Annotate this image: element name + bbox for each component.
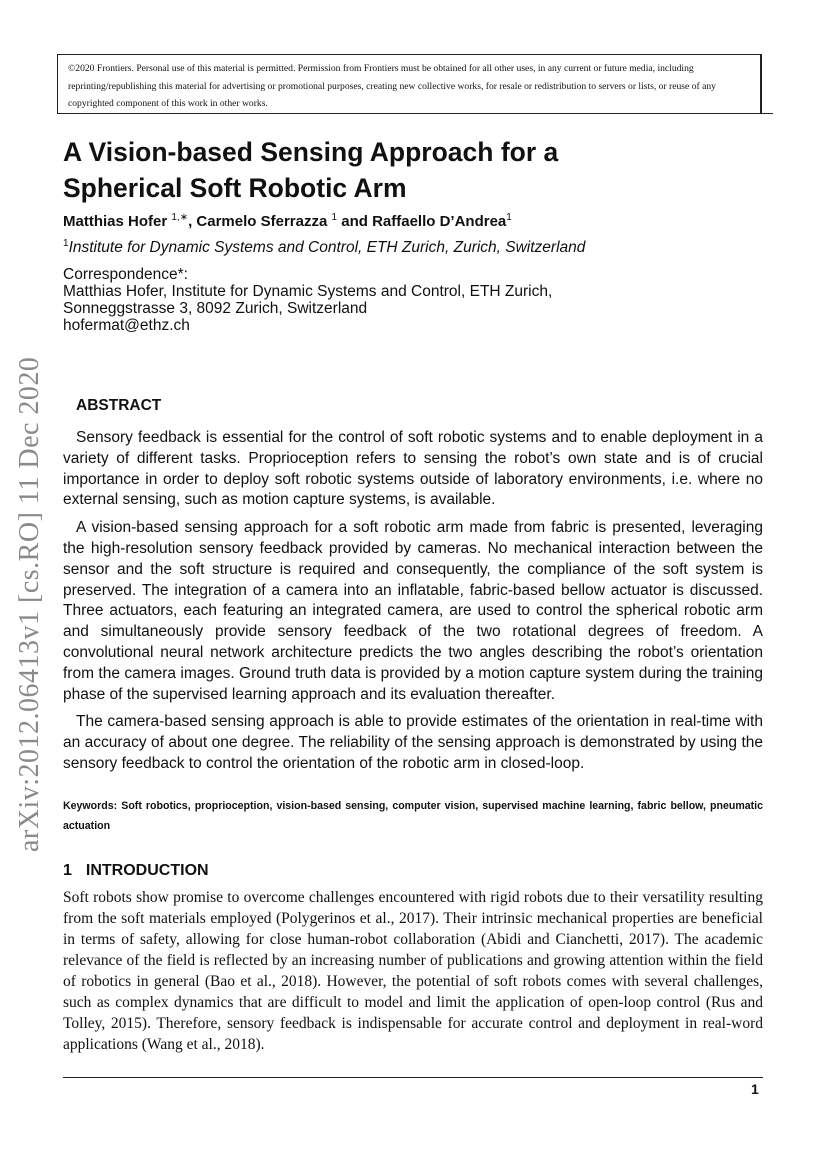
author-name: Carmelo Sferrazza [196, 213, 328, 230]
author-name: Raffaello D’Andrea [372, 213, 507, 230]
correspondence-line: Matthias Hofer, Institute for Dynamic Systems and Control, ETH Zurich, [63, 283, 553, 300]
author-list [63, 212, 512, 230]
correspondence-line: Sonneggstrasse 3, 8092 Zurich, Switzerland [63, 300, 368, 317]
abstract-paragraph: Sensory feedback is essential for the control of soft robotic systems and to enable deployment in a variety of different tasks. Proprioception refers to sensing the robot’s own state and is of crucial importance in order to deploy soft robotic systems outside of laboratory environments, i.e. where no external sensing, such as motion capture systems, is available. [63, 429, 763, 509]
affiliation-mark: 1 [63, 238, 69, 249]
section-number: 1 [63, 862, 72, 879]
correspondence-block [63, 266, 552, 334]
keywords-text: Soft robotics, proprioception, vision-based sensing, computer vision, supervised machine learning, fabric bellow, pneumatic actuation [63, 800, 763, 832]
arxiv-identifier: arXiv:2012.06413v1 [cs.RO] 11 Dec 2020 [14, 356, 45, 852]
author-affiliation-mark: 1,∗ [171, 212, 189, 223]
affiliation-text: Institute for Dynamic Systems and Control, ETH Zurich, Zurich, Switzerland [68, 239, 586, 257]
keywords [63, 796, 763, 836]
affiliation [63, 238, 585, 257]
section-heading [63, 862, 223, 880]
author-separator: , [188, 213, 197, 230]
author-name: Matthias Hofer [63, 213, 168, 230]
abstract-heading: ABSTRACT [76, 397, 162, 414]
keywords-label: Keywords: [63, 800, 118, 812]
abstract-paragraph: A vision-based sensing approach for a soft robotic arm made from fabric is presented, leveraging the high-resolution sensory feedback provided by cameras. No mechanical interaction between the sensor and the soft structure is required and consequently, the compliance of the soft system is preserved. The integration of a camera into an inflatable, fabric-based bellow actuator is discussed. Three actuators, each featuring an integrated camera, are used to control the spherical robotic arm and simultaneously provide sensory feedback of the two rotational degrees of freedom. A convolutional neural network architecture predicts the two angles describing the robot’s orientation from the camera images. Ground truth data is provided by a motion capture system during the training phase of the supervised learning approach and its evaluation thereafter. [63, 519, 763, 703]
abstract-body [63, 428, 763, 782]
copyright-rule [57, 113, 773, 114]
page-number: 1 [751, 1081, 759, 1097]
copyright-notice: ©2020 Frontiers. Personal use of this material is permitted. Permission from Frontiers must be obtained for all other uses, in any current or future media, including reprinting/republishing this material for advertising or promotional purposes, creating new collective works, for resale or redistribution to servers or lists, or reuse of any copyrighted component of this work in other works. [57, 54, 762, 114]
author-affiliation-mark: 1 [506, 212, 512, 223]
abstract-paragraph: The camera-based sensing approach is able to provide estimates of the orientation in real-time with an accuracy of about one degree. The reliability of the sensing approach is demonstrated by using the sensory feedback to control the orientation of the robotic arm in closed-loop. [63, 713, 763, 772]
section-title: INTRODUCTION [85, 862, 209, 879]
correspondence-label: Correspondence*: [63, 266, 188, 283]
introduction-paragraph: Soft robots show promise to overcome challenges encountered with rigid robots due to their versatility resulting from the soft materials employed (Polygerinos et al., 2017). Their intrinsic mechanical properties are beneficial in terms of safety, allowing for close human-robot collaboration (Abidi and Cianchetti, 2017). The academic relevance of the field is reflected by an increasing number of publications and growing attention within the field of robotics in general (Bao et al., 2018). However, the potential of soft robots comes with several challenges, such as complex dynamics that are difficult to model and limit the application of open-loop control (Rus and Tolley, 2015). Therefore, sensory feedback is indispensable for accurate control and deployment in real-word applications (Wang et al., 2018). [63, 889, 763, 1053]
footer-rule [63, 1077, 763, 1078]
author-separator: and [337, 213, 373, 230]
correspondence-email[interactable]: hofermat@ethz.ch [63, 317, 190, 334]
paper-title: A Vision-based Sensing Approach for a Spherical Soft Robotic Arm [63, 137, 559, 203]
author-affiliation-mark: 1 [331, 212, 338, 223]
